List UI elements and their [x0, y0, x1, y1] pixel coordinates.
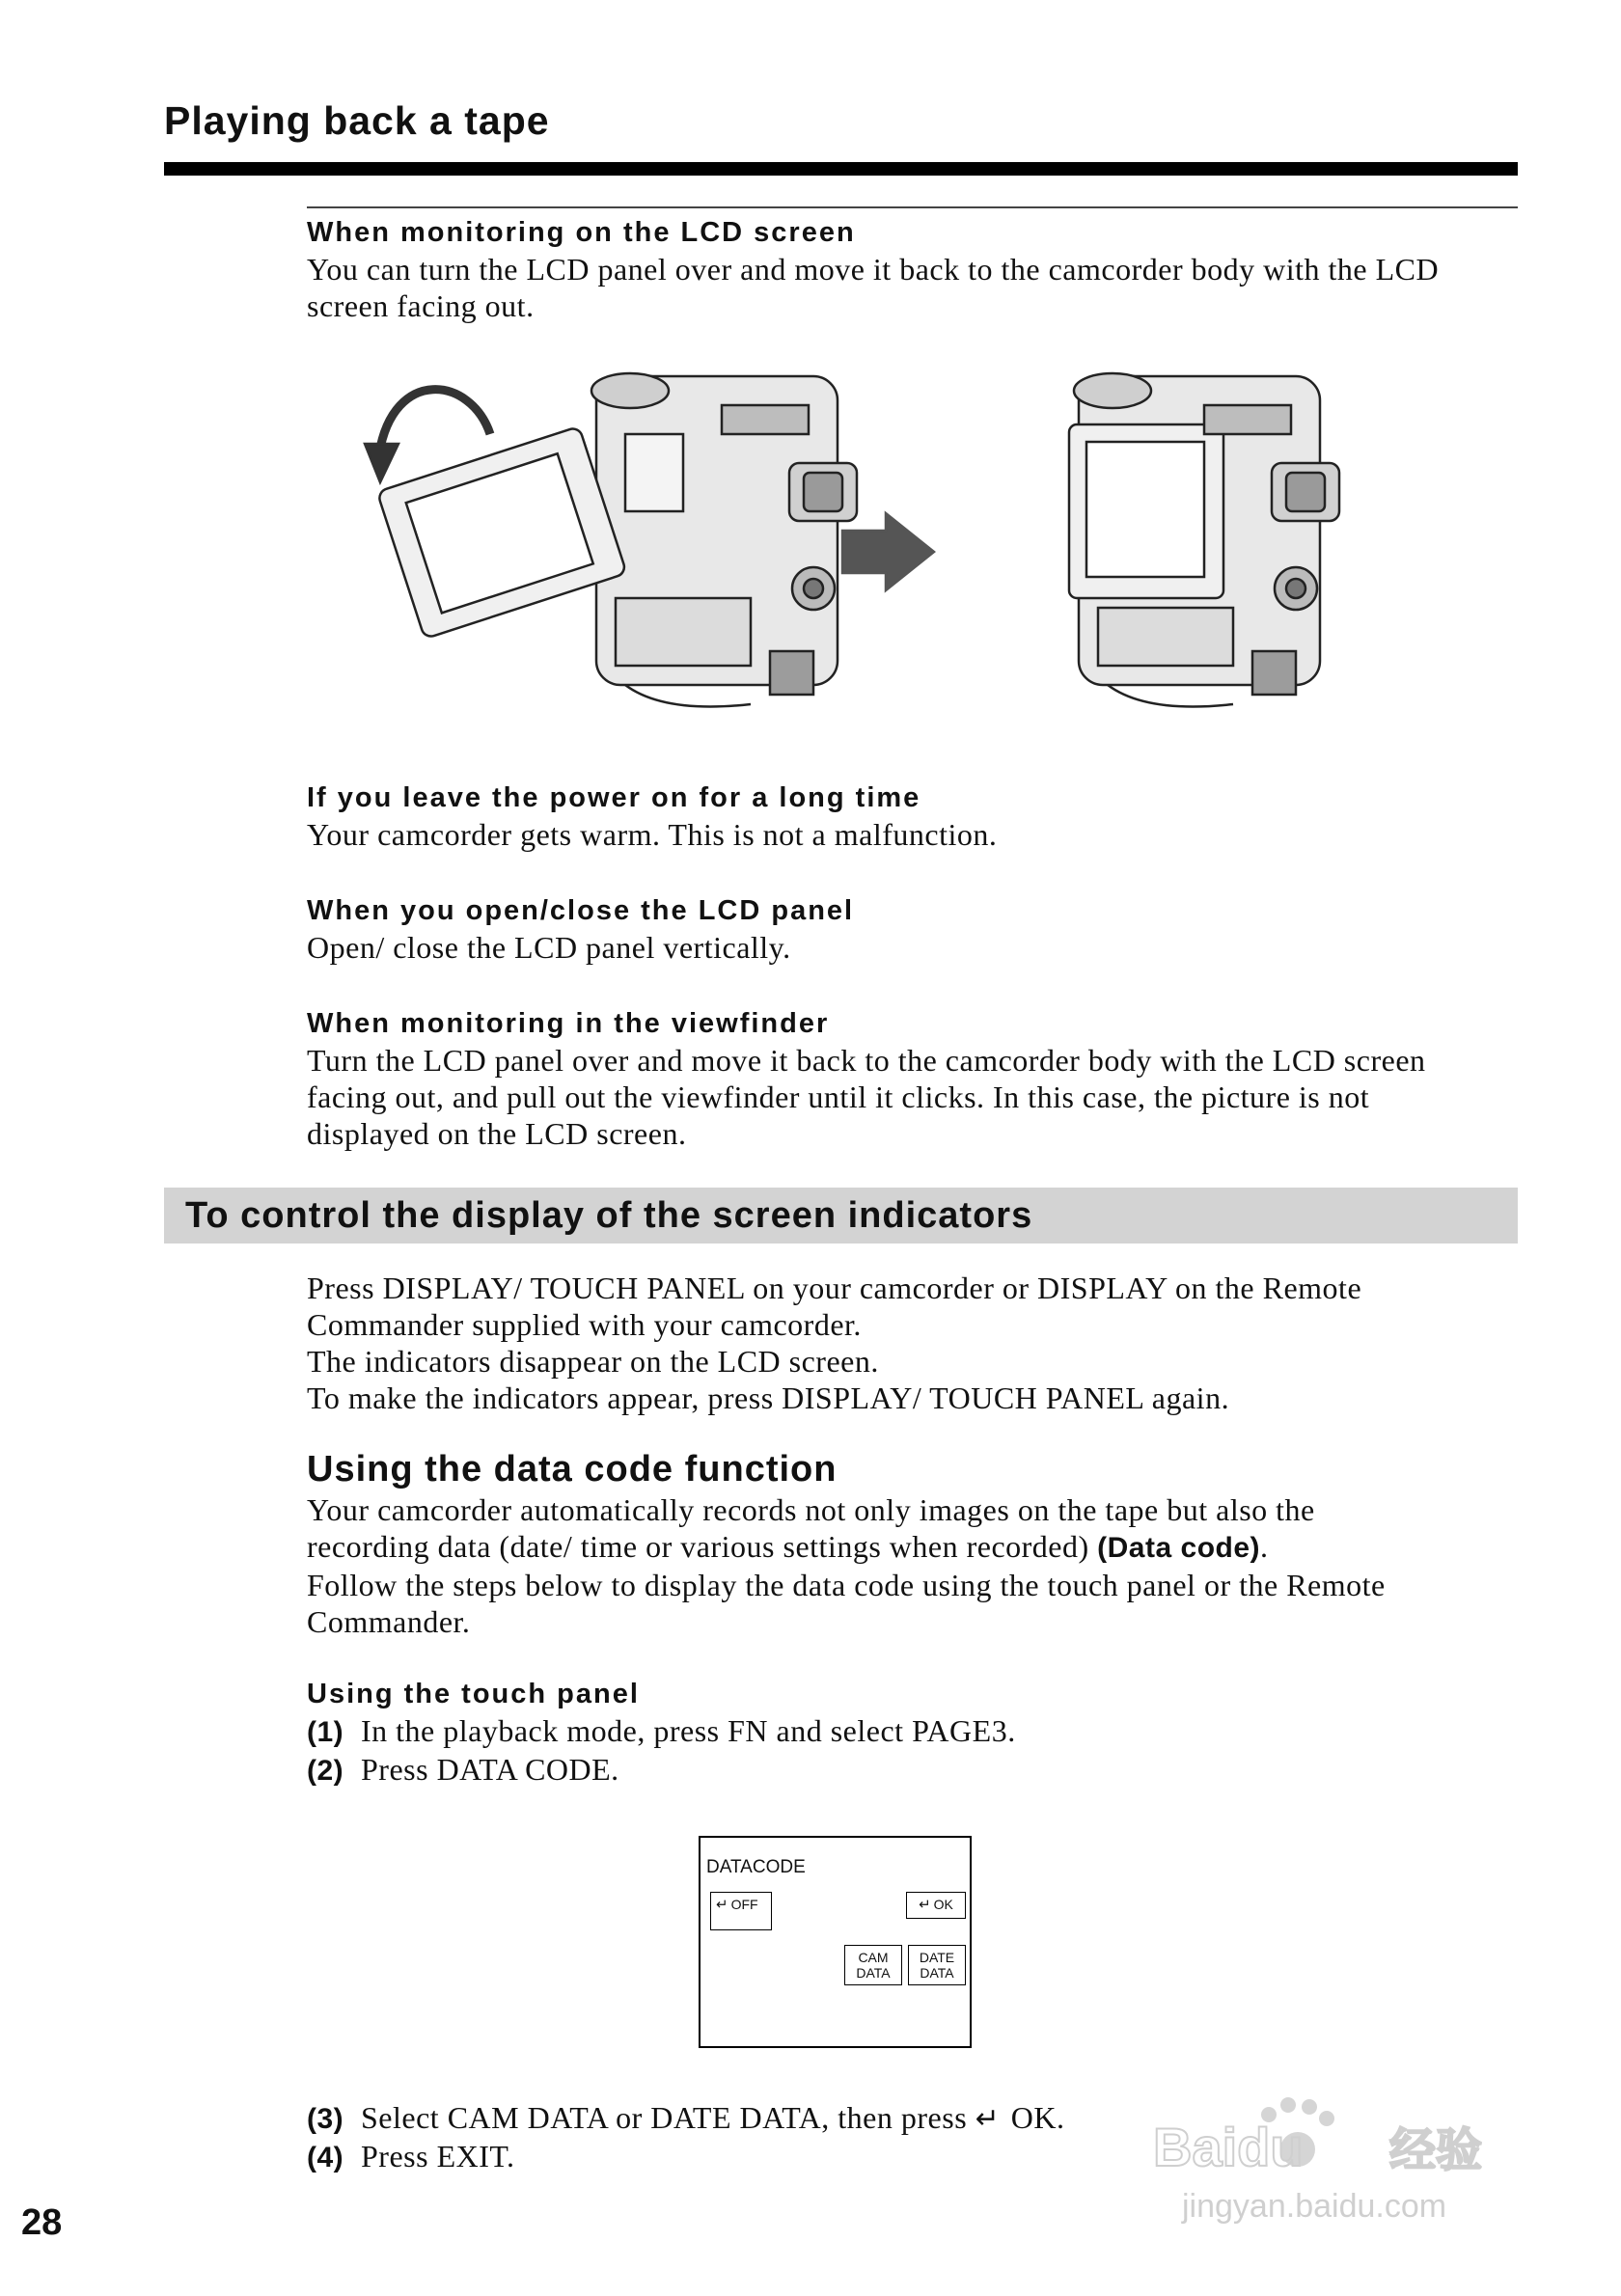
- page-number: 28: [21, 2202, 63, 2243]
- section-touch-panel: [307, 1676, 1523, 1790]
- lcd-panel-flipped: [377, 426, 627, 639]
- section-indicators: [307, 1270, 1523, 1416]
- camcorder-illustration: [307, 347, 1416, 752]
- lcd-datacode-screen: [699, 1836, 972, 2048]
- indicator-line: Commander supplied with your camcorder.: [307, 1307, 862, 1342]
- section-heading: If you leave the power on for a long time: [307, 782, 921, 813]
- data-code-line: Commander.: [307, 1604, 471, 1639]
- return-icon: ↵: [716, 1897, 728, 1913]
- baidu-watermark: [1148, 2093, 1534, 2238]
- step-text: In the playback mode, press FN and select PAGE3.: [361, 1713, 1016, 1748]
- section-text: You can turn the LCD panel over and move it back to the camcorder body with the LCD screen facing out.: [307, 252, 1440, 323]
- return-icon: ↵: [975, 2103, 1001, 2135]
- touch-panel-heading: Using the touch panel: [307, 1679, 640, 1709]
- cam-data-line: DATA: [856, 1965, 891, 1981]
- data-code-period: .: [1260, 1529, 1269, 1564]
- camcorder-right: [1069, 373, 1339, 707]
- step-text-end: OK.: [1010, 2100, 1065, 2135]
- step-number: (3): [307, 2103, 344, 2135]
- indicator-line: To make the indicators appear, press DISPLAY/ TOUCH PANEL again.: [307, 1380, 1230, 1415]
- section-heading: When monitoring on the LCD screen: [307, 217, 856, 248]
- section-power-on: [307, 779, 1523, 853]
- lcd-ok-button[interactable]: [906, 1892, 966, 1919]
- lcd-cam-data-button[interactable]: [844, 1945, 902, 1985]
- section-lcd-monitoring: [307, 214, 1523, 324]
- section-viewfinder: [307, 1005, 1523, 1152]
- data-code-line: [307, 1528, 1523, 1567]
- watermark-suffix: 经验: [1389, 2123, 1483, 2177]
- watermark-url: jingyan.baidu.com: [1182, 2188, 1447, 2225]
- data-code-line-text: recording data (date/ time or various settings when recorded): [307, 1529, 1098, 1564]
- step-2: [307, 1751, 1523, 1790]
- date-data-line: DATE: [919, 1950, 955, 1965]
- right-arrow-icon: [842, 513, 934, 590]
- lcd-title: DATACODE: [706, 1857, 806, 1877]
- date-data-line: DATA: [920, 1965, 954, 1981]
- step-text: Press EXIT.: [361, 2139, 515, 2173]
- section-heading: When monitoring in the viewfinder: [307, 1008, 830, 1039]
- section-divider: [307, 206, 1518, 208]
- band-title: To control the display of the screen indicators: [185, 1195, 1033, 1236]
- section-open-close: [307, 892, 1523, 966]
- indicator-line: The indicators disappear on the LCD screen.: [307, 1344, 879, 1379]
- lcd-off-button[interactable]: [710, 1892, 772, 1930]
- header-rule: [164, 162, 1518, 176]
- indicator-line: Press DISPLAY/ TOUCH PANEL on your camcorder or DISPLAY on the Remote: [307, 1271, 1362, 1305]
- lcd-off-label: OFF: [730, 1897, 758, 1912]
- watermark-brand: Baidu: [1153, 2117, 1304, 2177]
- lcd-date-data-button[interactable]: [908, 1945, 966, 1985]
- step-1: [307, 1712, 1523, 1751]
- section-heading: When you open/close the LCD panel: [307, 895, 855, 926]
- return-icon: ↵: [919, 1897, 931, 1913]
- rotation-arrowhead-icon: [365, 444, 398, 482]
- lcd-ok-label: OK: [933, 1897, 953, 1912]
- camcorder-left: [591, 373, 857, 707]
- section-text-line: Turn the LCD panel over and move it back to the camcorder body with the LCD screen: [307, 1043, 1426, 1078]
- section-text: Open/ close the LCD panel vertically.: [307, 930, 791, 965]
- data-code-line: Your camcorder automatically records not only images on the tape but also the: [307, 1492, 1315, 1527]
- data-code-line: Follow the steps below to display the data code using the touch panel or the Remote: [307, 1568, 1386, 1602]
- data-code-term: (Data code): [1097, 1532, 1261, 1564]
- step-text: Select CAM DATA or DATE DATA, then press: [361, 2100, 968, 2135]
- section-text-line: displayed on the LCD screen.: [307, 1116, 687, 1151]
- step-number: (4): [307, 2142, 344, 2173]
- section-data-code: [307, 1447, 1523, 1640]
- cam-data-line: CAM: [858, 1950, 889, 1965]
- step-text: Press DATA CODE.: [361, 1752, 619, 1787]
- section-text-line: facing out, and pull out the viewfinder until it clicks. In this case, the picture is not: [307, 1080, 1370, 1114]
- step-number: (2): [307, 1755, 344, 1787]
- section-band: [164, 1188, 1518, 1244]
- data-code-heading: Using the data code function: [307, 1449, 838, 1490]
- section-text: Your camcorder gets warm. This is not a malfunction.: [307, 817, 998, 852]
- step-number: (1): [307, 1716, 344, 1748]
- page-header-title: Playing back a tape: [164, 98, 550, 143]
